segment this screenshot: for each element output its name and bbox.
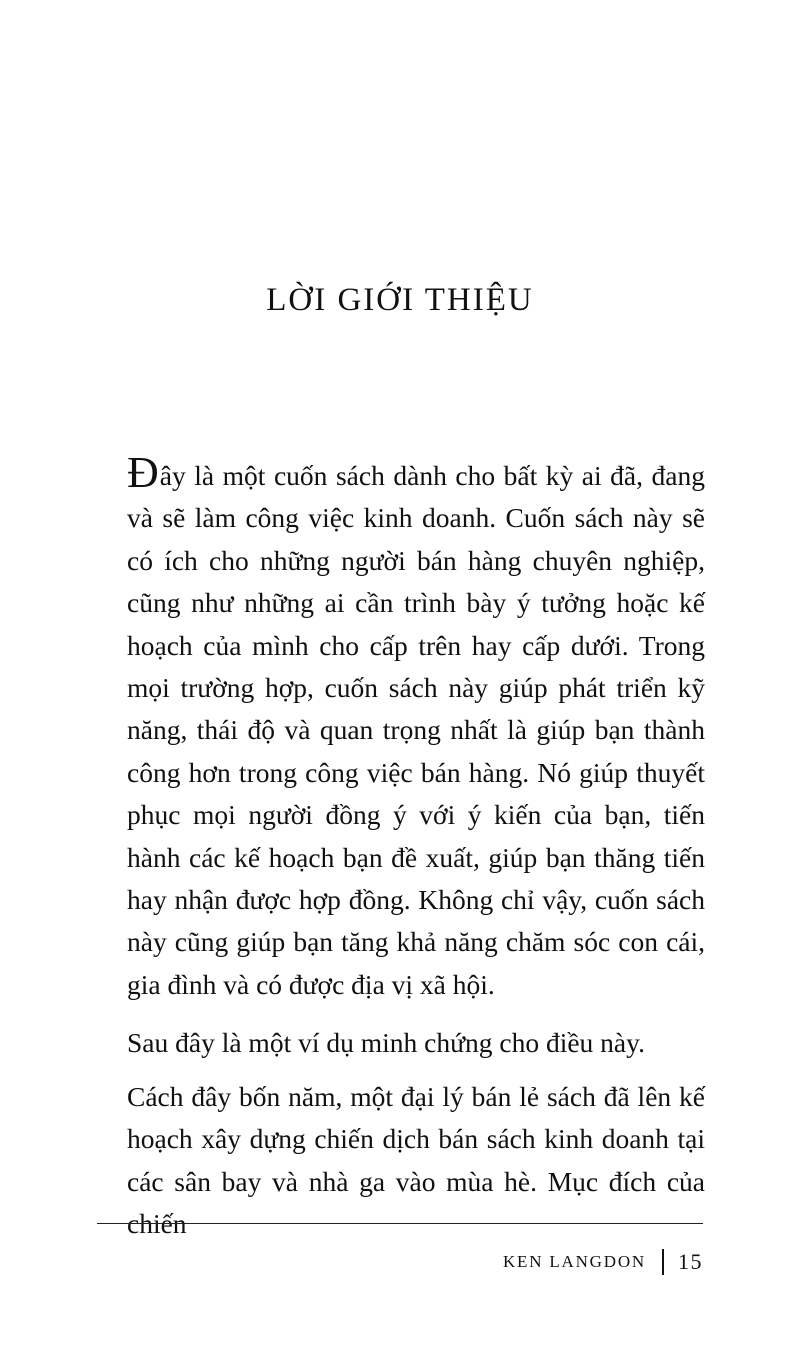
paragraph-intro-text: ây là một cuốn sách dành cho bất kỳ ai đã, đang và sẽ làm công việc kinh doanh. Cuốn sách này sẽ có ích cho những người bán hàng chuyên nghiệp, cũng như những ai cần trình bày ý tưởng hoặc kế hoạch của mình cho cấp trên hay cấp dưới. Trong mọi trường hợp, cuốn sách này giúp phát triển kỹ năng, thái độ và quan trọng nhất là giúp bạn thành công hơn trong công việc bán hàng. Nó giúp thuyết phục mọi người đồng ý với ý kiến của bạn, tiến hành các kế hoạch bạn đề xuất, giúp bạn thăng tiến hay nhận được hợp đồng. Không chỉ vậy, cuốn sách này cũng giúp bạn tăng khả năng chăm sóc con cái, gia đình và có được địa vị xã hội.: [127, 460, 705, 1000]
page-title: LỜI GIỚI THIỆU: [266, 282, 534, 318]
paragraph-story: Cách đây bốn năm, một đại lý bán lẻ sách đã lên kế hoạch xây dựng chiến dịch bán sách kinh doanh tại các sân bay và nhà ga vào mùa hè. Mục đích của chiến: [127, 1080, 705, 1239]
paragraph-intro: [127, 448, 705, 1006]
paragraph-example-lead: Sau đây là một ví dụ minh chứng cho điều này.: [127, 1027, 645, 1059]
body-text: [127, 448, 705, 1245]
footer-rule: [97, 1223, 703, 1224]
footer-separator: [662, 1249, 664, 1275]
running-footer: [503, 1249, 703, 1275]
drop-cap: Đ: [127, 448, 159, 497]
page-number: 15: [678, 1249, 703, 1274]
footer-author: KEN LANGDON: [502, 1252, 646, 1271]
